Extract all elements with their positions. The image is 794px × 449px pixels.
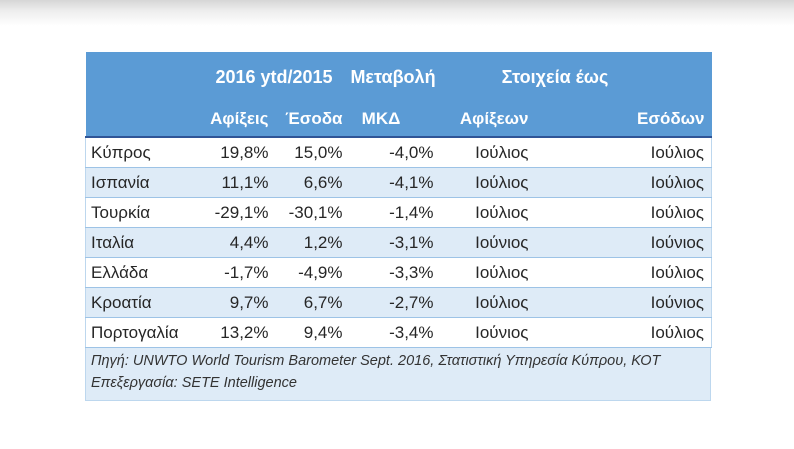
row-portogalia bbox=[86, 318, 712, 348]
mkd-value: -3,1% bbox=[348, 228, 439, 258]
country-cell: Τουρκία bbox=[86, 198, 201, 228]
header-blank-cell bbox=[86, 52, 201, 102]
arrivals-month: Ιούλιος bbox=[439, 258, 536, 288]
mkd-value: -3,4% bbox=[348, 318, 439, 348]
row-tourkia bbox=[86, 198, 712, 228]
source-note: Πηγή: UNWTO World Tourism Barometer Sept. 2016, Στατιστική Υπηρεσία Κύπρου, ΚΟΤ bbox=[91, 353, 661, 369]
header-afixeis: Αφίξεις bbox=[201, 102, 274, 137]
revenue-value: 6,7% bbox=[274, 288, 348, 318]
country-cell: Ισπανία bbox=[86, 168, 201, 198]
arrivals-value: 19,8% bbox=[201, 137, 274, 168]
arrivals-value: 13,2% bbox=[201, 318, 274, 348]
arrivals-month: Ιούλιος bbox=[439, 198, 536, 228]
header-group-stoixeia-eos: Στοιχεία έως bbox=[439, 52, 712, 102]
header-sub-row bbox=[86, 102, 712, 137]
table-body bbox=[86, 137, 712, 348]
mkd-value: -1,4% bbox=[348, 198, 439, 228]
revenue-month: Ιούλιος bbox=[536, 318, 712, 348]
country-cell: Πορτογαλία bbox=[86, 318, 201, 348]
header-afixeon: Αφίξεων bbox=[439, 102, 536, 137]
header-group-row bbox=[86, 52, 712, 102]
table-footnote bbox=[85, 348, 711, 401]
revenue-month: Ιούνιος bbox=[536, 288, 712, 318]
arrivals-month: Ιούλιος bbox=[439, 168, 536, 198]
row-ispania bbox=[86, 168, 712, 198]
data-table bbox=[85, 52, 712, 348]
arrivals-value: -29,1% bbox=[201, 198, 274, 228]
processing-note: Επεξεργασία: SETE Intelligence bbox=[91, 374, 297, 391]
revenue-month: Ιούλιος bbox=[536, 168, 712, 198]
country-cell: Κύπρος bbox=[86, 137, 201, 168]
revenue-value: -4,9% bbox=[274, 258, 348, 288]
header-group-2016-ytd: 2016 ytd/2015 bbox=[201, 52, 348, 102]
row-ellada bbox=[86, 258, 712, 288]
tourism-stats-table bbox=[85, 52, 711, 401]
header-esoda: Έσοδα bbox=[274, 102, 348, 137]
header-mkd: ΜΚΔ bbox=[348, 102, 439, 137]
row-kypros bbox=[86, 137, 712, 168]
revenue-value: 9,4% bbox=[274, 318, 348, 348]
mkd-value: -3,3% bbox=[348, 258, 439, 288]
header-esodon: Εσόδων bbox=[536, 102, 712, 137]
revenue-month: Ιούλιος bbox=[536, 198, 712, 228]
revenue-value: 6,6% bbox=[274, 168, 348, 198]
revenue-month: Ιούλιος bbox=[536, 258, 712, 288]
mkd-value: -4,1% bbox=[348, 168, 439, 198]
country-cell: Ελλάδα bbox=[86, 258, 201, 288]
revenue-value: -30,1% bbox=[274, 198, 348, 228]
country-cell: Κροατία bbox=[86, 288, 201, 318]
arrivals-month: Ιούλιος bbox=[439, 288, 536, 318]
revenue-month: Ιούλιος bbox=[536, 137, 712, 168]
arrivals-value: 9,7% bbox=[201, 288, 274, 318]
revenue-value: 15,0% bbox=[274, 137, 348, 168]
mkd-value: -4,0% bbox=[348, 137, 439, 168]
country-cell: Ιταλία bbox=[86, 228, 201, 258]
row-italia bbox=[86, 228, 712, 258]
table-header bbox=[86, 52, 712, 137]
arrivals-month: Ιούνιος bbox=[439, 228, 536, 258]
mkd-value: -2,7% bbox=[348, 288, 439, 318]
revenue-value: 1,2% bbox=[274, 228, 348, 258]
arrivals-value: 4,4% bbox=[201, 228, 274, 258]
header-blank-subcell bbox=[86, 102, 201, 137]
arrivals-month: Ιούλιος bbox=[439, 137, 536, 168]
top-edge-gradient bbox=[0, 0, 794, 26]
revenue-month: Ιούνιος bbox=[536, 228, 712, 258]
arrivals-value: 11,1% bbox=[201, 168, 274, 198]
header-group-metaboli: Μεταβολή bbox=[348, 52, 439, 102]
arrivals-value: -1,7% bbox=[201, 258, 274, 288]
arrivals-month: Ιούνιος bbox=[439, 318, 536, 348]
row-kroatia bbox=[86, 288, 712, 318]
